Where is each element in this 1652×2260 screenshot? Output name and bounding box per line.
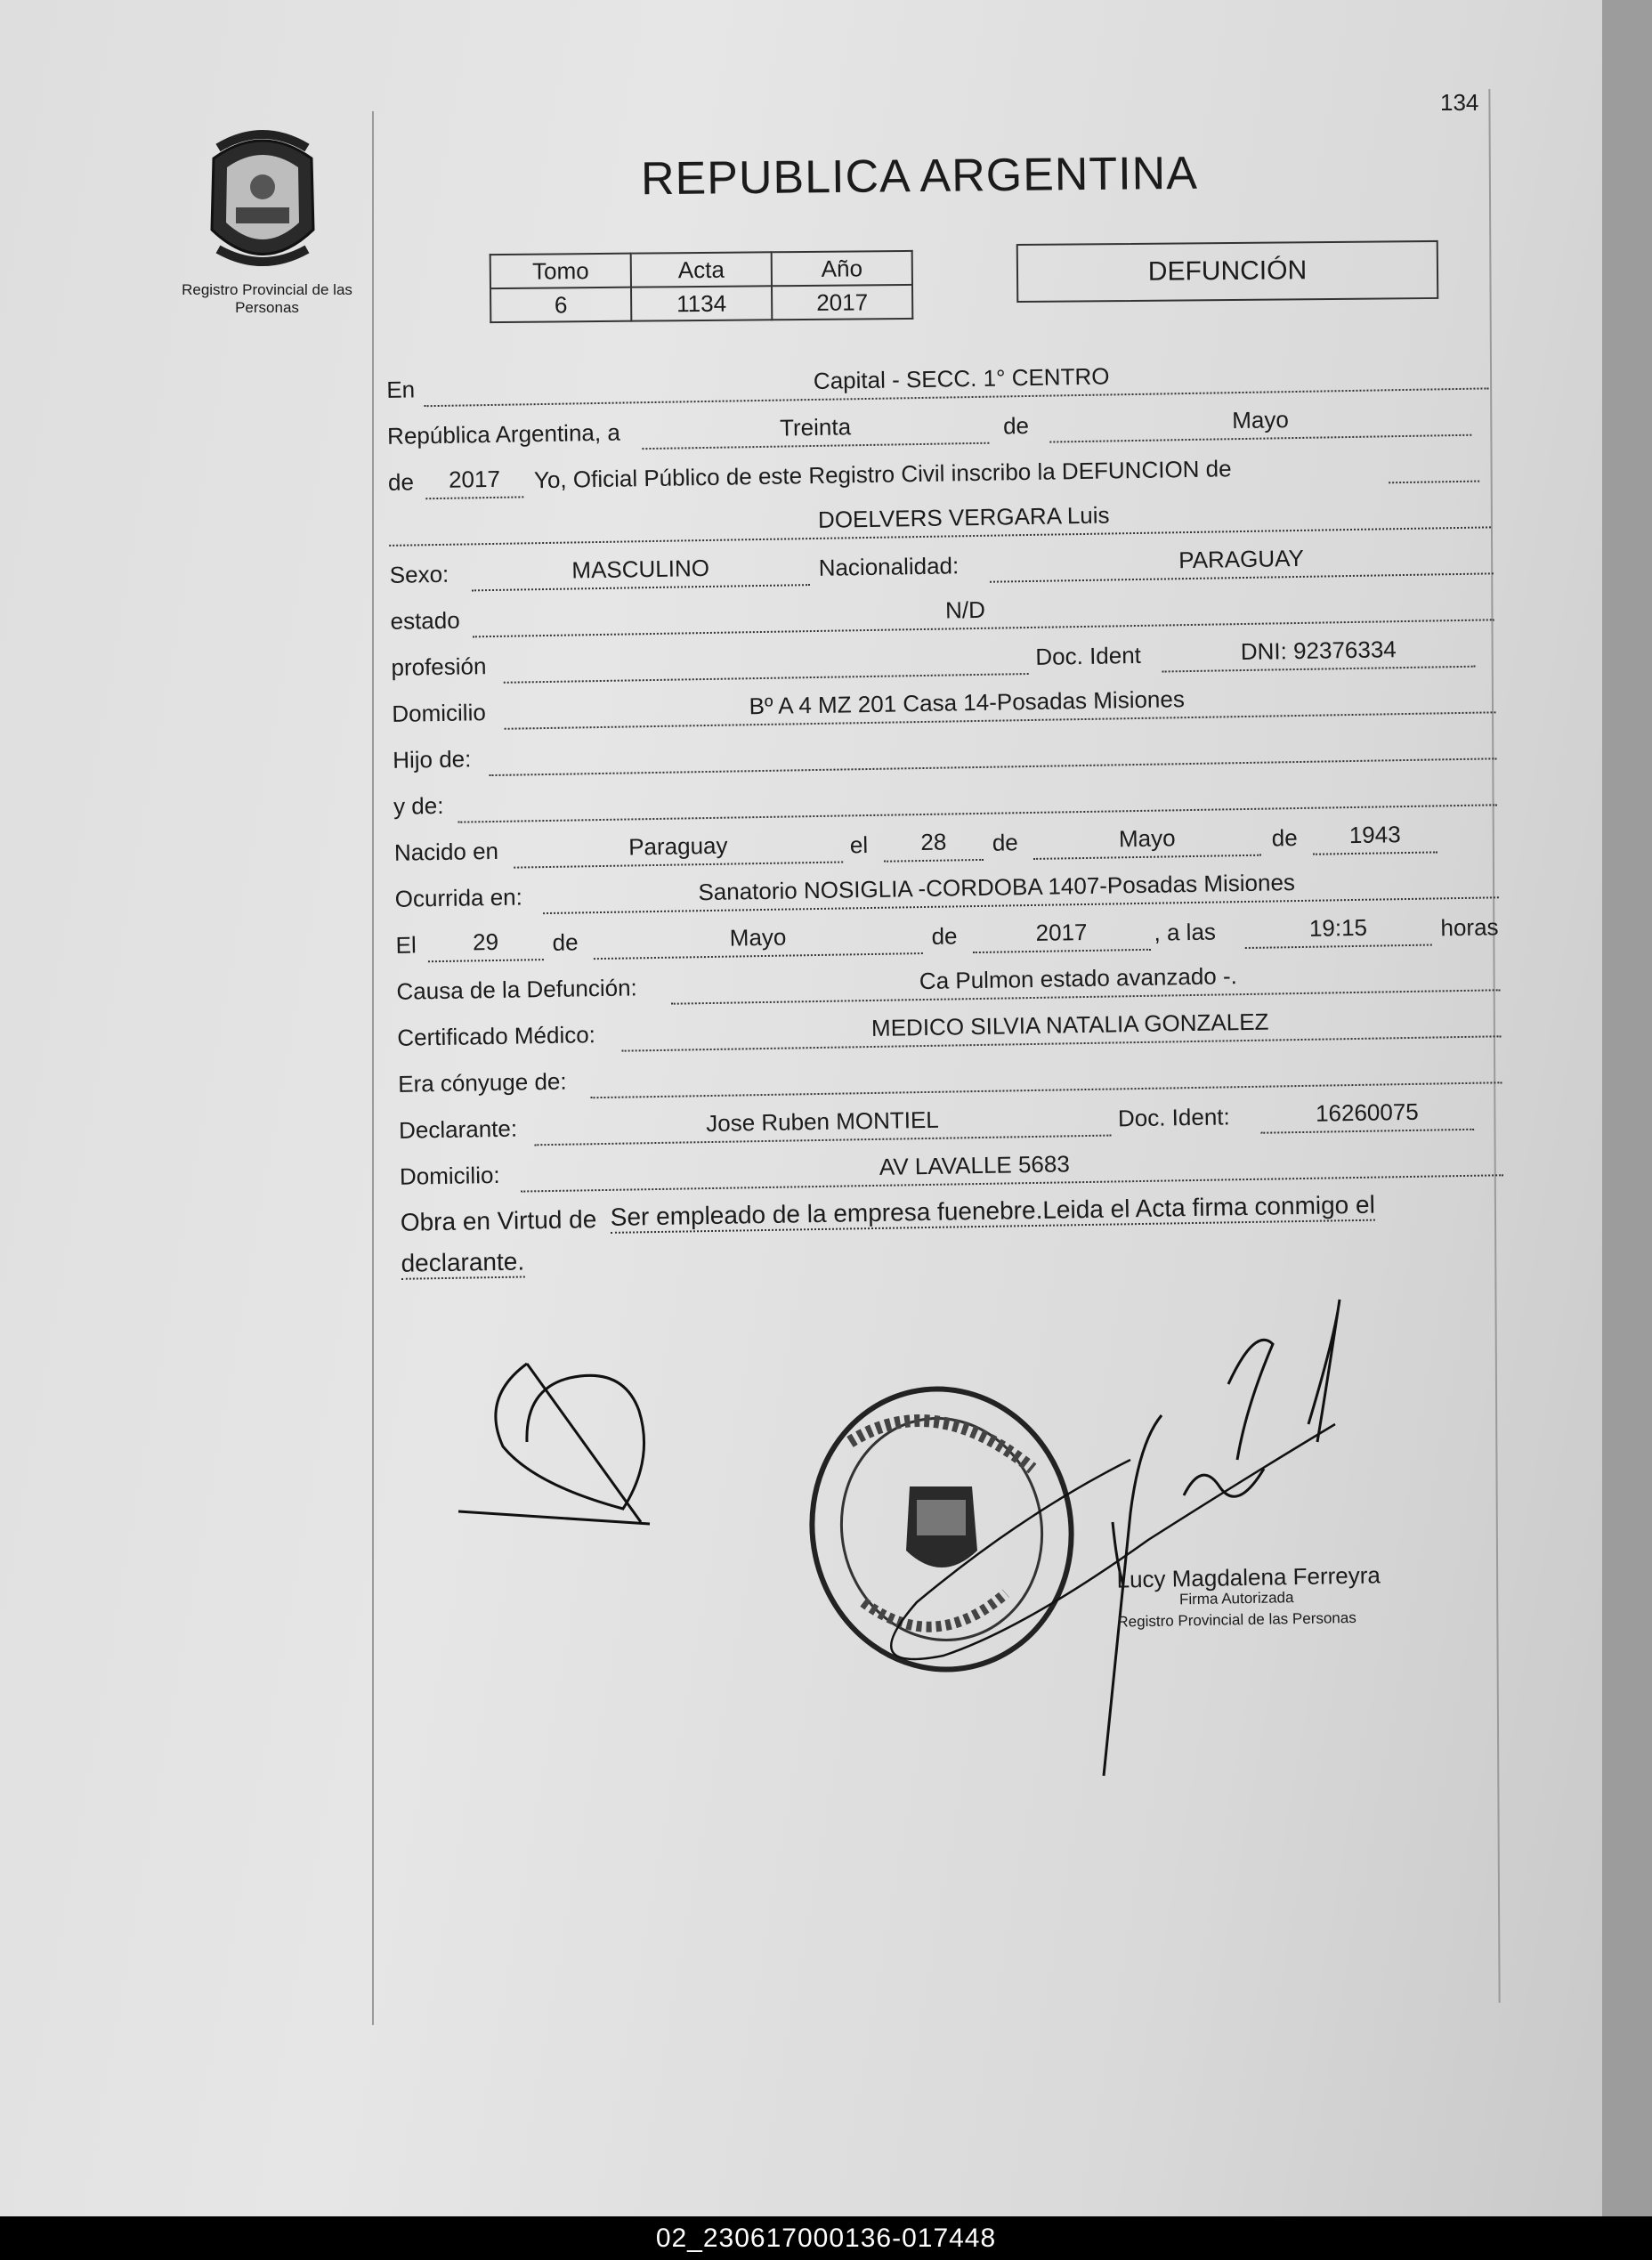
birth-year: 1943: [1348, 821, 1401, 849]
causa-value: Ca Pulmon estado avanzado -.: [919, 962, 1238, 995]
day-value: Treinta: [779, 413, 852, 441]
scan-id: 02_230617000136-017448: [655, 2223, 997, 2253]
certificado-value: MEDICO SILVIA NATALIA GONZALEZ: [871, 1008, 1269, 1041]
horas-label: horas: [1440, 913, 1499, 942]
document-title: REPUBLICA ARGENTINA: [640, 147, 1199, 206]
doc-label: Doc. Ident: [1035, 641, 1142, 670]
birth-de2-label: de: [1271, 824, 1298, 852]
el2-label: El: [395, 931, 417, 959]
death-time: 19:15: [1308, 913, 1368, 942]
death-month: Mayo: [729, 923, 787, 952]
ocurrida-value: Sanatorio NOSIGLIA -CORDOBA 1407-Posadas Misiones: [698, 869, 1296, 906]
nacido-value: Paraguay: [628, 831, 728, 861]
birth-de-label: de: [992, 829, 1018, 856]
nacido-label: Nacido en: [393, 837, 499, 866]
certificado-label: Certificado Médico:: [397, 1021, 596, 1051]
en-value: Capital - SECC. 1° CENTRO: [813, 362, 1110, 394]
year-value: 2017: [448, 465, 501, 493]
doc2-value: 16260075: [1315, 1098, 1419, 1127]
doc2-label: Doc. Ident:: [1117, 1103, 1230, 1132]
acta-header: Acta: [631, 252, 772, 287]
obra-end: declarante.: [401, 1248, 524, 1280]
official-name: Lucy Magdalena Ferreyra: [1116, 1561, 1381, 1593]
record-type: DEFUNCIÓN: [1147, 255, 1308, 287]
declarant-signature: [458, 1364, 650, 1524]
death-de-label: de: [552, 928, 579, 956]
sexo-label: Sexo:: [389, 560, 449, 588]
anio-value: 2017: [772, 285, 912, 320]
obra-value: Ser empleado de la empresa fuenebre.Leida el Acta firma conmigo el: [610, 1191, 1375, 1234]
estado-value: N/D: [944, 595, 986, 624]
official-stamp: [1116, 1561, 1381, 1632]
scan-footer: [0, 2216, 1652, 2260]
anio-header: Año: [772, 251, 912, 286]
month-value: Mayo: [1231, 406, 1290, 434]
yde-label: y de:: [393, 791, 444, 820]
death-day: 29: [472, 927, 499, 956]
de2-label: de: [387, 468, 415, 496]
deceased-name: DOELVERS VERGARA Luis: [817, 501, 1110, 533]
domicilio2-value: AV LAVALLE 5683: [879, 1150, 1071, 1180]
declarante-value: Jose Ruben MONTIEL: [705, 1106, 940, 1138]
conyuge-label: Era cónyuge de:: [397, 1067, 567, 1098]
obra-prefix: Obra en Virtud de: [400, 1205, 597, 1236]
registry-seal-icon: [786, 1365, 1097, 1693]
death-year: 2017: [1035, 918, 1088, 946]
acta-value: 1134: [631, 286, 772, 320]
sexo-value: MASCULINO: [571, 554, 710, 584]
domicilio-value: Bº A 4 MZ 201 Casa 14-Posadas Misiones: [749, 685, 1186, 720]
page-number: 134: [1440, 89, 1479, 116]
el-label: el: [849, 831, 869, 859]
causa-label: Causa de la Defunción:: [396, 974, 638, 1005]
domicilio2-label: Domicilio:: [399, 1161, 500, 1190]
doc-value: DNI: 92376334: [1240, 636, 1397, 666]
birth-day: 28: [920, 828, 947, 856]
en-label: En: [386, 376, 416, 403]
death-de2-label: de: [931, 922, 958, 950]
hijo-label: Hijo de:: [392, 745, 472, 774]
nacionalidad-label: Nacionalidad:: [818, 552, 960, 581]
domicilio-label: Domicilio: [392, 699, 487, 727]
estado-label: estado: [390, 606, 460, 635]
statement-text: Yo, Oficial Público de este Registro Civil inscribo la DEFUNCION de: [533, 455, 1232, 494]
tomo-header: Tomo: [490, 254, 631, 288]
registry-name: Registro Provincial de las Personas: [182, 281, 352, 316]
tomo-value: 6: [490, 288, 631, 322]
declarante-label: Declarante:: [398, 1114, 518, 1144]
republica-label: República Argentina, a: [386, 418, 620, 450]
official-registry: Registro Provincial de las Personas: [1117, 1608, 1356, 1631]
alas-label: , a las: [1154, 918, 1217, 946]
ocurrida-label: Ocurrida en:: [394, 883, 523, 912]
profesion-label: profesión: [391, 652, 487, 681]
birth-month: Mayo: [1118, 824, 1176, 853]
de-label: de: [1002, 411, 1030, 440]
nacionalidad-value: PARAGUAY: [1178, 544, 1305, 574]
official-role: Firma Autorizada: [1178, 1589, 1294, 1608]
